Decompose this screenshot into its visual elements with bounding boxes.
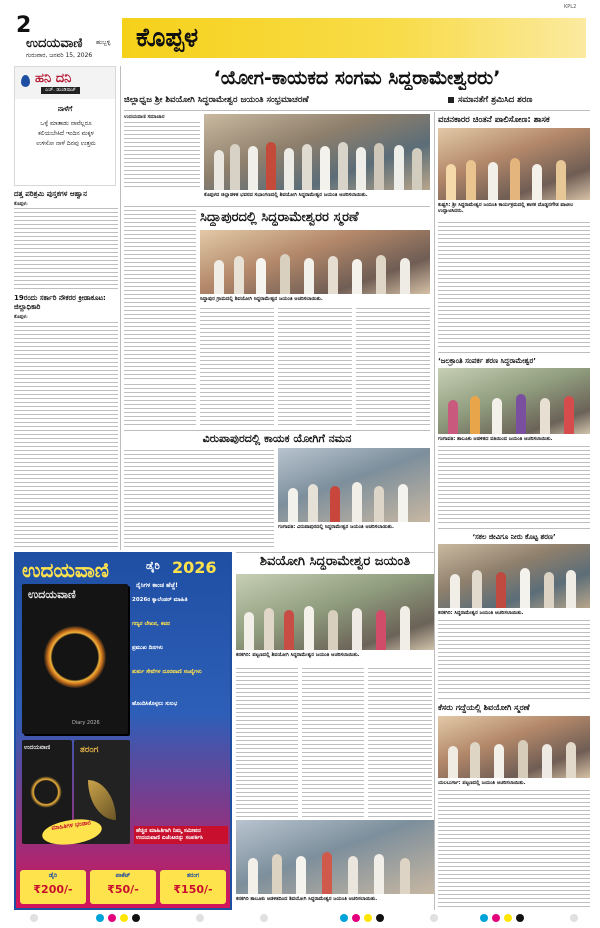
paper-name: ಉದಯವಾಣಿ	[26, 36, 83, 51]
diary-ad[interactable]	[14, 552, 232, 910]
vachana-body	[438, 222, 590, 350]
hani-dani-banner	[15, 67, 115, 99]
ad-features-box	[132, 596, 228, 746]
price-box-2[interactable]	[90, 870, 156, 904]
date-line: ಗುರುವಾರ, ಜನವರಿ 15, 2026	[26, 52, 93, 59]
eclipse-small-icon	[30, 776, 62, 808]
siddapura-caption: ಸಿದ್ದಾಪುರ ಗ್ರಾಮದಲ್ಲಿ ಶಿವಯೋಗಿ ಸಿದ್ಧರಾಮೇಶ್ವರ ಜಯಂತಿ ಆಚರಿಸಲಾಯಿತು.	[200, 296, 323, 302]
price-label-3: ತರಂಗ	[186, 872, 200, 879]
virupapura-caption: ಗಂಗಾವತಿ: ವಿರುಪಾಪುರದಲ್ಲಿ ಸಿದ್ಧರಾಮೇಶ್ವರ ಜಯಂತಿ ಆಚರಿಸಲಾಯಿತು.	[278, 524, 394, 530]
kesaru-headline: ಕೆಸರು ಗದ್ದೆಯಲ್ಲಿ ಶಿವಯೋಗಿ ಸ್ಮರಣೆ	[438, 703, 530, 712]
jayanti-body-col3	[368, 668, 432, 818]
vachana-headline: ವಚನಕಾರರ ಚಿಂತನೆ ಪಾಲಿಸೋಣ: ಶಾಸಕ	[438, 115, 550, 125]
main-headline: ‘ಯೋಗ-ಕಾಯಕದ ಸಂಗಮ ಸಿದ್ಧರಾಮೇಶ್ವರರು’	[213, 67, 501, 89]
ad-feature-4: ತುರ್ತು ಸೇವೆಗಳ ದೂರವಾಣಿ ಸಂಖ್ಯೆಗಳು	[132, 669, 202, 675]
virupapura-photo	[278, 448, 430, 522]
kesaru-caption: ಯಲಬುರ್ಗಾ: ಪಟ್ಟಣದಲ್ಲಿ ಜಯಂತಿ ಆಚರಿಸಲಾಯಿತು.	[438, 780, 526, 786]
left-story-1-headline: ದತ್ತ ಪರಿಶ್ರಮಿ ಪುಸ್ತಕಗಳ ಆಹ್ವಾನ	[14, 190, 87, 198]
ad-price-row	[20, 870, 228, 906]
sakala-headline: ‘ಸಕಲ ಜೀವಿಗೂ ನೀರು ಕೊಟ್ಟ ಶರಣ’	[472, 533, 556, 541]
vachana-caption: ಕುಷ್ಟಗಿ: ಶ್ರೀ ಸಿದ್ಧರಾಮೇಶ್ವರ ಜಯಂತಿ ಕಾರ್ಯಕ್ರಮದಲ್ಲಿ ಶಾಸಕ ದೊಡ್ಡನಗೌಡ ಪಾಟೀಲ ಉದ್ಘಾಟಿಸಿದರು.	[438, 202, 574, 214]
jalakranti-caption: ಗಂಗಾವತಿ: ತಾಲೂಕು ಆಡಳಿತದ ವತಿಯಿಂದ ಜಯಂತಿ ಆಚರಿಸಲಾಯಿತು.	[438, 436, 553, 442]
ad-feature-2: ಗಣ್ಯರ ಲೇಖನ, ಕವನ	[132, 621, 170, 627]
hani-dani-title: ಹನಿ ದನಿ	[35, 71, 72, 86]
jalakranti-body	[438, 446, 590, 526]
main-subhead-right: ಸಮಾನತೆಗೆ ಶ್ರಮಿಸಿದ ಶರಣ	[458, 95, 533, 105]
siddapura-body-col1	[200, 308, 274, 428]
price-value-2: ₹50/-	[107, 883, 139, 896]
diary-cover-2-brand: ಉದಯವಾಣಿ	[24, 744, 51, 751]
poem-title: ನಾಳೆಗೆ	[57, 105, 73, 113]
main-photo-caption: ಕೊಪ್ಪಳದ ಜಿಲ್ಲಾಡಳಿತ ಭವನದ ಸಭಾಂಗಣದಲ್ಲಿ ಶಿವಯೋಗಿ ಸಿದ್ಧರಾಮೇಶ್ವರ ಜಯಂತಿ ಆಚರಿಸಲಾಯಿತು.	[204, 192, 368, 198]
main-body-lower	[124, 384, 196, 428]
ad-feature-1: 2026ರ ಕ್ಯಾಲೆಂಡರ್ ಮಾಹಿತಿ	[132, 597, 188, 603]
price-value-1: ₹200/-	[33, 883, 73, 896]
page-code: KPL2	[564, 4, 577, 10]
price-box-3[interactable]	[160, 870, 226, 904]
ad-feature-5: ಹೊಂದಿಸಿಕೊಳ್ಳಲು ಸುಲಭ	[132, 701, 178, 707]
jayanti-body-col2	[302, 668, 364, 818]
square-bullet-icon	[448, 97, 454, 103]
kanakagiri-caption: ಕನಕಗಿರಿ ತಾಲೂಕು ಆಡಳಿತದಿಂದ ಶಿವಯೋಗಿ ಸಿದ್ಧರಾಮೇಶ್ವರ ಜಯಂತಿ ಆಚರಿಸಲಾಯಿತು.	[236, 896, 378, 902]
left-story-2-body	[14, 322, 118, 548]
virupapura-headline: ವಿರುಪಾಪುರದಲ್ಲಿ ಕಾಯಕ ಯೋಗಿಗೆ ನಮನ	[202, 432, 352, 445]
jalakranti-photo	[438, 368, 590, 434]
page-number: 2	[16, 13, 32, 38]
ad-feature-3: ಪ್ರಮುಖ ದಿನಗಳು	[132, 645, 163, 651]
ad-year: 2026	[172, 558, 217, 577]
siddapura-body-col2	[278, 308, 352, 428]
siddapura-photo	[200, 230, 430, 294]
vachana-photo	[438, 128, 590, 200]
ad-diary-label: ಡೈರಿ	[146, 561, 160, 572]
main-body	[124, 122, 200, 188]
price-value-3: ₹150/-	[173, 883, 213, 896]
main-subhead-row	[124, 94, 590, 108]
virupapura-body-lower	[124, 522, 274, 548]
siddapura-headline: ಸಿದ್ದಾಪುರದಲ್ಲಿ ಸಿದ್ಧರಾಮೇಶ್ವರರ ಸ್ಮರಣೆ	[200, 210, 359, 225]
ad-contact: ಹೆಚ್ಚಿನ ಮಾಹಿತಿಗಾಗಿ ನಿಮ್ಮ ಸಮೀಪದ ಉದಯವಾಣಿ ಏಜೆಂಟರನ್ನು ಸಂಪರ್ಕಿಸಿ	[134, 826, 228, 844]
main-byline: ಉದಯವಾಣಿ ಸಮಾಚಾರ	[124, 114, 165, 120]
hani-dani-author: ಎಚ್. ಡುಂಡಿರಾಜ್	[41, 87, 80, 94]
second-cover-title: ತರಂಗ	[80, 745, 99, 755]
jayanti-photo	[236, 574, 434, 650]
poem-text: ಒಳ್ಳೆ ಮಾತಾಡು ನಾವೆಲ್ಲರೂ ಕಲಿಯಬೇಕಿದೆ ಇಂದಿನ ಮಕ್ಕಳ ಉಳಿಸೋ ನಾಳೆ ದಿನವು ಉತ್ತಮ	[36, 120, 96, 147]
virupapura-body	[124, 450, 274, 520]
diary-cover-text: Diary 2026	[72, 720, 100, 726]
drop-icon	[21, 75, 30, 87]
masthead	[12, 4, 590, 62]
eclipse-ring-icon	[44, 626, 106, 688]
left-story-2-dateline: ಕೊಪ್ಪಳ:	[14, 314, 28, 320]
sakala-caption: ಕನಕಗಿರಿ: ಸಿದ್ಧರಾಮೇಶ್ವರ ಜಯಂತಿ ಆಚರಿಸಲಾಯಿತು.	[438, 610, 524, 616]
siddapura-left-body	[124, 210, 196, 380]
jayanti-caption: ಕನಕಗಿರಿ: ಪಟ್ಟಣದಲ್ಲಿ ಶಿವಯೋಗಿ ಸಿದ್ಧರಾಮೇಶ್ವರ ಜಯಂತಿ ಆಚರಿಸಲಾಯಿತು.	[236, 652, 360, 658]
ad-badge: ಮಾಹಿತಿಗಳ ಭಂಡಾರ	[41, 816, 104, 848]
kanakagiri-photo	[236, 820, 434, 894]
hani-dani-box	[14, 66, 116, 186]
siddapura-body-col3	[356, 308, 430, 428]
price-box-1[interactable]	[20, 870, 86, 904]
kesaru-body	[438, 790, 590, 908]
diary-cover-1	[22, 584, 128, 734]
ad-tagline: ನೈಸಿಗಳ ಕಾಂಚ ಹೆಜ್ಜೆ!	[136, 582, 178, 589]
jayanti-headline: ಶಿವಯೋಗಿ ಸಿದ್ಧರಾಮೇಶ್ವರ ಜಯಂತಿ	[259, 554, 411, 569]
diary-cover-brand: ಉದಯವಾಣಿ	[28, 588, 76, 601]
price-label-1: ಡೈರಿ	[48, 872, 58, 879]
section-title: ಕೊಪ್ಪಳ	[136, 23, 199, 53]
main-photo	[204, 114, 430, 190]
ad-brand: ಉದಯವಾಣಿ	[22, 558, 109, 582]
kesaru-photo	[438, 716, 590, 778]
jalakranti-headline: ‘ಜಲಕ್ರಾಂತಿ ಸಂಪರ್ಕ ಶರಣ ಸಿದ್ಧರಾಮೇಶ್ವರ’	[438, 357, 536, 365]
sakala-photo	[438, 544, 590, 608]
price-label-2: ಪಾಕೆಟ್	[115, 872, 131, 879]
sakala-body	[438, 620, 590, 696]
edition: ಹುಬ್ಬಳ್ಳಿ	[96, 39, 111, 46]
left-story-2-headline: 19ರಂದು ಸರ್ಕಾರಿ ನೌಕರರ ಕ್ರೀಡಾಕೂಟ: ಜಿಲ್ಲಾಧಿಕಾರಿ	[14, 294, 106, 311]
jayanti-body-col1	[236, 668, 298, 818]
registration-marks	[0, 912, 600, 924]
leaf-icon	[88, 780, 116, 820]
main-subhead: ಜಿಲ್ಲಾಧ್ವಜ ಶ್ರೀ ಶಿವಯೋಗಿ ಸಿದ್ಧರಾಮೇಶ್ವರ ಜಯಂತಿ ಸಂಭ್ರಮಾಚರಣೆ	[124, 95, 309, 105]
section-title-bar	[122, 18, 586, 58]
left-story-1-body	[14, 208, 118, 290]
left-story-1-dateline: ಕೊಪ್ಪಳ:	[14, 201, 28, 207]
